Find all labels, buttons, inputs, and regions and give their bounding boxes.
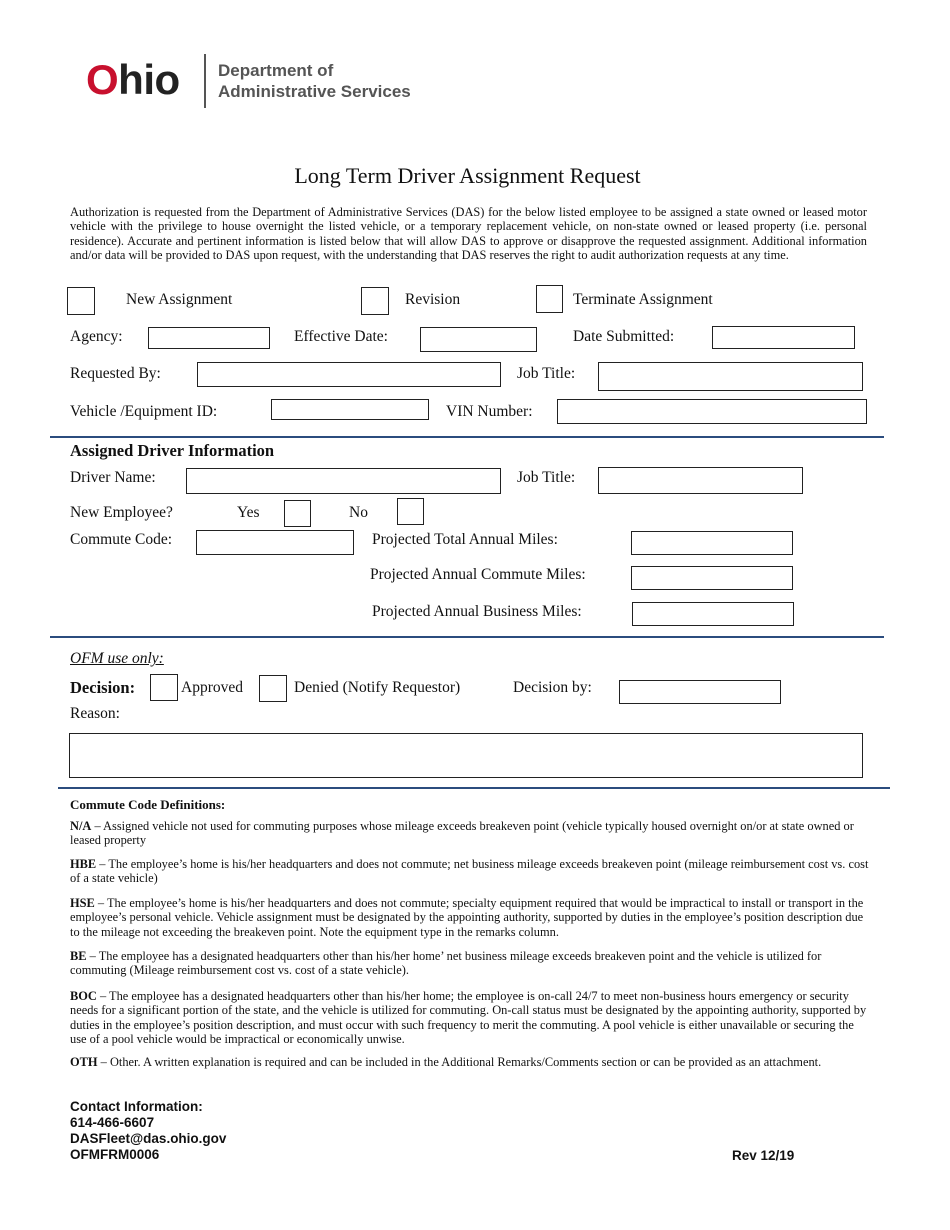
requested-by-label: Requested By: (70, 365, 161, 382)
driver-job-title-label: Job Title: (517, 469, 576, 486)
yes-label: Yes (237, 504, 260, 521)
denied-checkbox[interactable] (259, 675, 287, 702)
effective-date-label: Effective Date: (294, 328, 388, 345)
denied-label: Denied (Notify Requestor) (294, 679, 461, 696)
vin-label: VIN Number: (446, 403, 533, 420)
approved-checkbox[interactable] (150, 674, 178, 701)
agency-input[interactable] (148, 327, 270, 349)
logo-hio: hio (118, 56, 180, 103)
definition-code: HBE (70, 857, 97, 871)
logo-o: O (86, 56, 119, 103)
ofm-use-only-heading: OFM use only: (70, 650, 164, 667)
commute-miles-input[interactable] (631, 566, 793, 590)
section-divider-1 (50, 436, 884, 438)
definition-text: – The employee has a designated headquarters other than his/her home; the employee is on-call 24/7 to meet non-business hours emergency or security needs for a significant portion of the state, and the vehicle is utilized for commuting. On-call status must be designated by the appointing authority, supported by duties in the employee’s position description, and must occur with such frequency to merit the commuting. A pool vehicle is either unavailable or securing the use of a pool vehicle would be impractical or economically unwise. (70, 989, 867, 1046)
vin-input[interactable] (557, 399, 867, 424)
definition-na (70, 819, 870, 848)
reason-label: Reason: (70, 705, 120, 722)
definition-boc (70, 989, 870, 1046)
date-submitted-input[interactable] (712, 326, 855, 349)
contact-label: Contact Information: (70, 1099, 203, 1114)
commute-code-input[interactable] (196, 530, 354, 555)
definition-code: OTH (70, 1055, 98, 1069)
driver-name-input[interactable] (186, 468, 501, 494)
contact-information (70, 1099, 226, 1163)
commute-miles-label: Projected Annual Commute Miles: (370, 566, 586, 583)
terminate-assignment-checkbox[interactable] (536, 285, 563, 313)
new-employee-yes-checkbox[interactable] (284, 500, 311, 527)
definition-be (70, 949, 870, 978)
department-line-2: Administrative Services (218, 82, 411, 101)
new-employee-no-checkbox[interactable] (397, 498, 424, 525)
definition-code: N/A (70, 819, 92, 833)
definition-hse (70, 896, 870, 939)
requested-by-input[interactable] (197, 362, 501, 387)
decision-by-label: Decision by: (513, 679, 592, 696)
contact-phone: 614-466-6607 (70, 1115, 155, 1130)
department-line-1: Department of (218, 61, 334, 80)
definition-code: BE (70, 949, 87, 963)
terminate-assignment-label: Terminate Assignment (573, 291, 713, 308)
definition-hbe (70, 857, 870, 886)
definition-text: – The employee’s home is his/her headquarters and does not commute; net business mileage exceeds breakeven point (mileage reimbursement cost vs. cost of a state vehicle) (70, 857, 869, 886)
section-divider-3 (58, 787, 890, 789)
new-assignment-checkbox[interactable] (67, 287, 95, 315)
definition-code: BOC (70, 989, 97, 1003)
intro-paragraph: Authorization is requested from the Department of Administrative Services (DAS) for the below listed employee to be assigned a state owned or leased motor vehicle with the privilege to house overnight the listed vehicle, or a temporary replacement vehicle, on non-state owned or leased property (i.e. personal residence). Accurate and pertinent information is listed below that will allow DAS to approve or disapprove the requested assignment. Additional information and/or data will be provided to DAS upon request, with the understanding that DAS reserves the right to audit authorization requests at any time. (70, 205, 867, 262)
decision-by-input[interactable] (619, 680, 781, 704)
vehicle-id-input[interactable] (271, 399, 429, 420)
definition-text: – The employee has a designated headquarters other than his/her home’ net business mileage exceeds breakeven point and the vehicle is utilized for commuting (Mileage reimbursement cost vs. cost of a state vehicle). (70, 949, 822, 978)
department-name (218, 60, 411, 102)
definition-text: – Assigned vehicle not used for commuting purposes whose mileage exceeds breakeven point (vehicle typically housed overnight on/or at state owned or leased property (70, 819, 854, 848)
business-miles-label: Projected Annual Business Miles: (372, 603, 582, 620)
definition-text: – The employee’s home is his/her headquarters and does not commute; specialty equipment required that would be impractical to install or transport in the employee’s personal vehicle. Vehicle assignment must be designated by the appointing authority, supported by duties in the employee’s position description due to the mileage not exceeding the breakeven point. Note the equipment type in the remarks column. (70, 896, 864, 939)
definitions-heading: Commute Code Definitions: (70, 797, 226, 812)
form-title: Long Term Driver Assignment Request (294, 163, 641, 188)
contact-email: DASFleet@das.ohio.gov (70, 1131, 227, 1146)
agency-label: Agency: (70, 328, 123, 345)
total-miles-label: Projected Total Annual Miles: (372, 531, 558, 548)
new-employee-label: New Employee? (70, 504, 173, 521)
form-number: OFMFRM0006 (70, 1147, 160, 1162)
new-assignment-label: New Assignment (126, 291, 233, 308)
section-divider-2 (50, 636, 884, 638)
requester-job-title-input[interactable] (598, 362, 863, 391)
commute-code-label: Commute Code: (70, 531, 173, 548)
effective-date-input[interactable] (420, 327, 537, 352)
definition-oth (70, 1055, 870, 1069)
no-label: No (349, 504, 368, 521)
total-miles-input[interactable] (631, 531, 793, 555)
driver-job-title-input[interactable] (598, 467, 803, 494)
definition-code: HSE (70, 896, 95, 910)
driver-name-label: Driver Name: (70, 469, 156, 486)
revision-checkbox[interactable] (361, 287, 389, 315)
business-miles-input[interactable] (632, 602, 794, 626)
approved-label: Approved (181, 679, 243, 696)
date-submitted-label: Date Submitted: (573, 328, 675, 345)
revision-label: Rev 12/19 (732, 1148, 795, 1163)
vehicle-id-label: Vehicle /Equipment ID: (70, 403, 218, 420)
logo-divider (204, 54, 206, 108)
job-title-label: Job Title: (517, 365, 576, 382)
ohio-logo (86, 56, 180, 104)
driver-section-heading: Assigned Driver Information (70, 441, 275, 460)
revision-label: Revision (405, 291, 461, 308)
definition-text: – Other. A written explanation is required and can be included in the Additional Remarks/Comments section or can be provided as an attachment. (97, 1055, 822, 1069)
reason-input[interactable] (69, 733, 863, 778)
decision-label: Decision: (70, 678, 136, 697)
